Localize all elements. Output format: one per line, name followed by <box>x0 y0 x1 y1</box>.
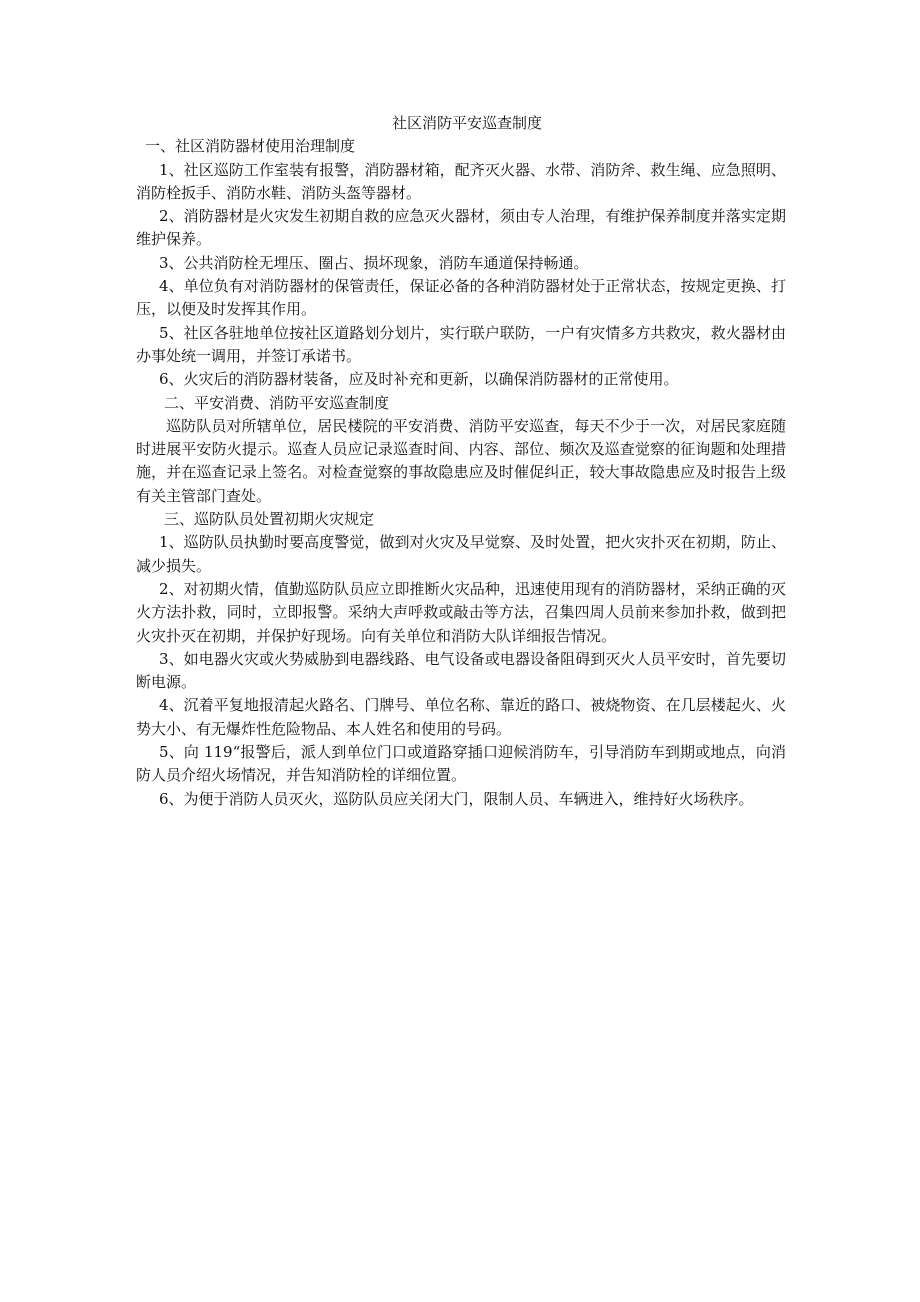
paragraph: 巡防队员对所辖单位，居民楼院的平安消费、消防平安巡查，每天不少于一次，对居民家庭随时进展平安防火提示。巡查人员应记录巡查时间、内容、部位、频次及巡查觉察的征询题和处理措施，并在巡查记录上签名。对检查觉察的事故隐患应及时催促纠正，较大事故隐患应及时报告上级有关主管部门查处。 <box>136 416 786 505</box>
paragraph: 4、沉着平复地报清起火路名、门牌号、单位名称、靠近的路口、被烧物资、在几层楼起火、火势大小、有无爆炸性危险物品、本人姓名和使用的号码。 <box>136 696 786 738</box>
paragraph: 2、对初期火情，值勤巡防队员应立即推断火灾品种，迅速使用现有的消防器材，采纳正确的灭火方法扑救，同时，立即报警。采纳大声呼救或敲击等方法，召集四周人员前来参加扑救，做到把火灾扑灭在初期，并保护好现场。向有关单位和消防大队详细报告情况。 <box>136 579 786 645</box>
paragraph: 5、向 119“报警后，派人到单位门口或道路穿插口迎候消防车，引导消防车到期或地点，向消防人员介绍火场情况，并告知消防栓的详细位置。 <box>136 743 786 785</box>
paragraph: 1、巡防队员执勤时要高度警觉，做到对火灾及早觉察、及时处置，把火灾扑灭在初期，防止、减少损失。 <box>136 533 786 575</box>
document-title: 社区消防平安巡查制度 <box>391 114 542 132</box>
section-heading-3: 三、巡防队员处置初期火灾规定 <box>164 510 375 529</box>
paragraph: 2、消防器材是火灾发生初期自救的应急灭火器材，须由专人治理，有维护保养制度并落实定期维护保养。 <box>136 207 786 249</box>
paragraph: 6、为便于消防人员灭火，巡防队员应关闭大门，限制人员、车辆进入，维持好火场秩序。 <box>159 789 754 808</box>
paragraph: 5、社区各驻地单位按社区道路划分划片，实行联户联防，一户有灾情多方共救灾，救火器材由办事处统一调用，并签订承诺书。 <box>136 323 786 365</box>
paragraph: 3、公共消防栓无埋压、圈占、损坏现象，消防车通道保持畅通。 <box>159 253 589 272</box>
paragraph: 1、社区巡防工作室装有报警，消防器材箱，配齐灭火器、水带、消防斧、救生绳、应急照明、消防栓扳手、消防水鞋、消防头盔等器材。 <box>136 160 786 202</box>
paragraph: 3、如电器火灾或火势威胁到电器线路、电气设备或电器设备阻碍到灭火人员平安时，首先要切断电源。 <box>136 649 786 692</box>
paragraph: 4、单位负有对消防器材的保管责任，保证必备的各种消防器材处于正常状态，按规定更换、打压，以便及时发挥其作用。 <box>136 277 786 319</box>
document-page <box>136 112 786 811</box>
section-heading-2: 二、平安消费、消防平安巡查制度 <box>164 393 390 412</box>
section-heading-1: 一、社区消防器材使用治理制度 <box>145 137 356 156</box>
paragraph: 6、火灾后的消防器材装备，应及时补充和更新，以确保消防器材的正常使用。 <box>159 370 679 389</box>
